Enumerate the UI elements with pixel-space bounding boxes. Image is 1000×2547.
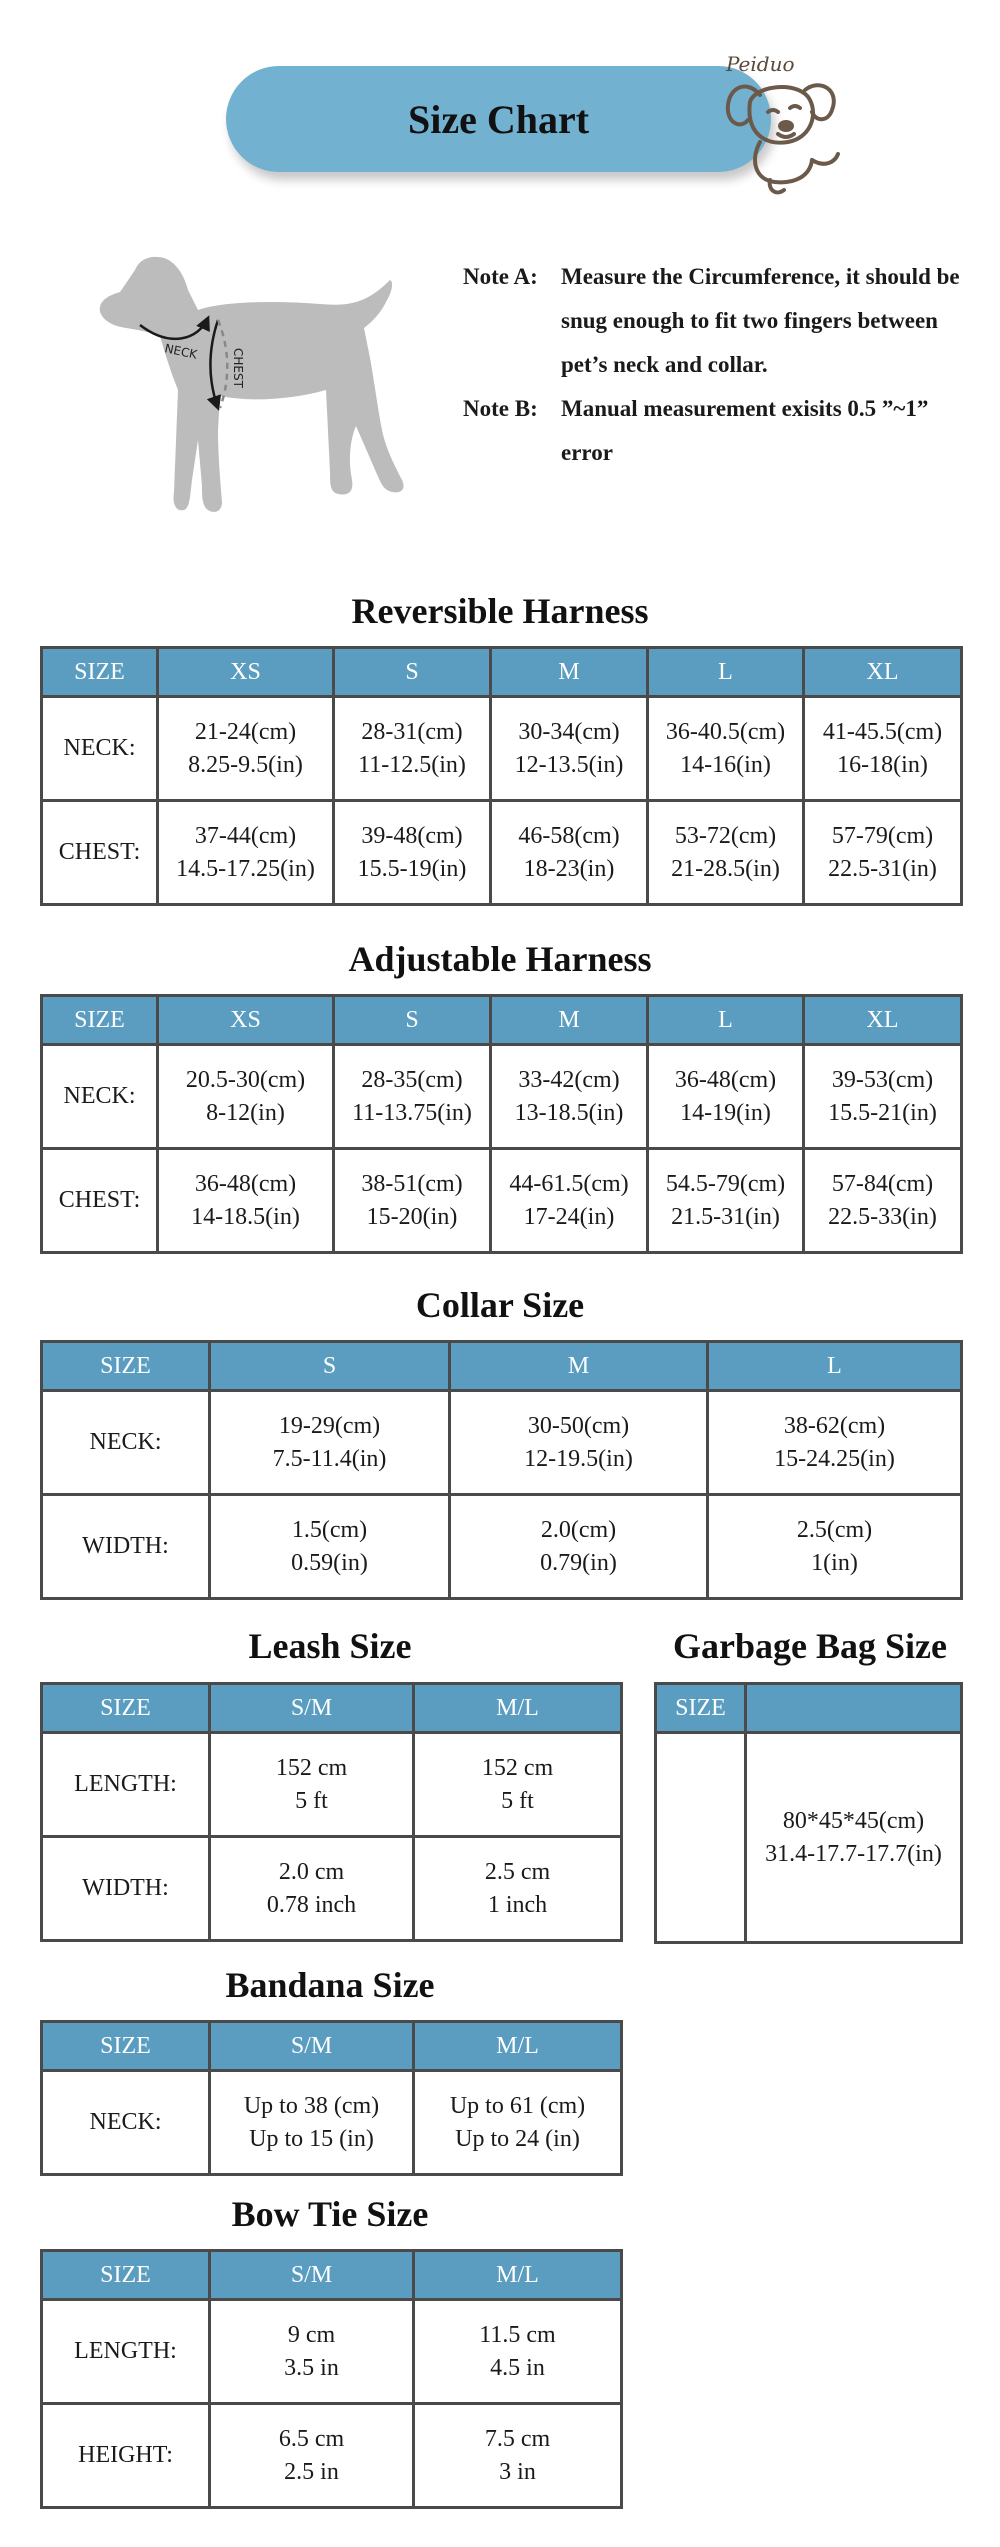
reversible-harness-title: Reversible Harness xyxy=(351,591,649,631)
table-cell: 44-61.5(cm) 17-24(in) xyxy=(491,1149,648,1253)
table-cell xyxy=(656,1733,746,1943)
header-cell: SIZE xyxy=(42,648,158,697)
brand-logo-text: Peiduo xyxy=(726,52,795,76)
header-cell: M/L xyxy=(414,2022,622,2071)
header-cell: SIZE xyxy=(656,1684,746,1733)
garbage-bag-size-title: Garbage Bag Size xyxy=(673,1626,947,1666)
header-cell: S xyxy=(210,1342,450,1391)
table-header-row xyxy=(42,1342,962,1391)
table-cell: 9 cm 3.5 in xyxy=(210,2300,414,2404)
row-label: CHEST: xyxy=(42,801,158,905)
table-row xyxy=(42,1045,962,1149)
header-cell: S xyxy=(334,996,491,1045)
table-header-row xyxy=(42,2251,622,2300)
row-label: WIDTH: xyxy=(42,1495,210,1599)
table-cell: 2.0(cm) 0.79(in) xyxy=(450,1495,708,1599)
chest-label: CHEST xyxy=(231,348,245,388)
table-cell: 36-48(cm) 14-18.5(in) xyxy=(158,1149,334,1253)
table-header-row xyxy=(42,648,962,697)
header-cell xyxy=(746,1684,962,1733)
header-cell: SIZE xyxy=(42,996,158,1045)
table-row xyxy=(42,2300,622,2404)
table-cell: 41-45.5(cm) 16-18(in) xyxy=(804,697,962,801)
header-cell: L xyxy=(708,1342,962,1391)
note-b-text: Manual measurement exisits 0.5 ”~1” error xyxy=(561,396,929,465)
note-a-label: Note A: xyxy=(463,264,538,289)
table-cell: 21-24(cm) 8.25-9.5(in) xyxy=(158,697,334,801)
row-label: NECK: xyxy=(42,1045,158,1149)
leash-size-table xyxy=(40,1682,623,1942)
table-header-row xyxy=(42,996,962,1045)
table-cell: 54.5-79(cm) 21.5-31(in) xyxy=(648,1149,804,1253)
dog-mascot-icon xyxy=(700,50,850,200)
page-title: Size Chart xyxy=(407,96,590,142)
note-b-label: Note B: xyxy=(463,396,538,421)
header-cell: L xyxy=(648,648,804,697)
header-cell: XS xyxy=(158,996,334,1045)
header-cell: XL xyxy=(804,648,962,697)
row-label: WIDTH: xyxy=(42,1837,210,1941)
table-cell: Up to 38 (cm) Up to 15 (in) xyxy=(210,2071,414,2175)
table-cell: 39-48(cm) 15.5-19(in) xyxy=(334,801,491,905)
row-label: HEIGHT: xyxy=(42,2404,210,2508)
header-cell: XL xyxy=(804,996,962,1045)
table-cell: 53-72(cm) 21-28.5(in) xyxy=(648,801,804,905)
table-cell: 33-42(cm) 13-18.5(in) xyxy=(491,1045,648,1149)
header-cell: SIZE xyxy=(42,1684,210,1733)
garbage-bag-size-table xyxy=(654,1682,963,1944)
table-cell: 57-84(cm) 22.5-33(in) xyxy=(804,1149,962,1253)
bandana-size-title: Bandana Size xyxy=(225,1965,435,2005)
table-cell: Up to 61 (cm) Up to 24 (in) xyxy=(414,2071,622,2175)
table-cell: 28-35(cm) 11-13.75(in) xyxy=(334,1045,491,1149)
header-cell: S xyxy=(334,648,491,697)
note-a xyxy=(463,255,963,387)
note-b xyxy=(463,387,963,475)
header-cell: M/L xyxy=(414,1684,622,1733)
adjustable-harness-title: Adjustable Harness xyxy=(348,939,652,979)
header-cell: L xyxy=(648,996,804,1045)
header-cell: XS xyxy=(158,648,334,697)
header-cell: M xyxy=(491,996,648,1045)
bow-tie-size-table xyxy=(40,2249,623,2509)
table-cell: 46-58(cm) 18-23(in) xyxy=(491,801,648,905)
table-cell: 6.5 cm 2.5 in xyxy=(210,2404,414,2508)
table-cell: 152 cm 5 ft xyxy=(414,1733,622,1837)
table-cell: 2.5 cm 1 inch xyxy=(414,1837,622,1941)
table-cell: 1.5(cm) 0.59(in) xyxy=(210,1495,450,1599)
row-label: LENGTH: xyxy=(42,2300,210,2404)
table-cell: 38-62(cm) 15-24.25(in) xyxy=(708,1391,962,1495)
leash-size-title: Leash Size xyxy=(248,1626,412,1666)
header-cell: S/M xyxy=(210,2022,414,2071)
table-cell: 2.0 cm 0.78 inch xyxy=(210,1837,414,1941)
table-cell: 28-31(cm) 11-12.5(in) xyxy=(334,697,491,801)
table-row xyxy=(42,2071,622,2175)
header-cell: SIZE xyxy=(42,2022,210,2071)
header-cell: M xyxy=(491,648,648,697)
table-row xyxy=(42,1149,962,1253)
row-label: NECK: xyxy=(42,697,158,801)
table-cell: 7.5 cm 3 in xyxy=(414,2404,622,2508)
row-label: LENGTH: xyxy=(42,1733,210,1837)
header-cell: M/L xyxy=(414,2251,622,2300)
table-cell: 57-79(cm) 22.5-31(in) xyxy=(804,801,962,905)
table-row xyxy=(656,1733,962,1943)
collar-size-title: Collar Size xyxy=(415,1285,585,1325)
header-cell: SIZE xyxy=(42,2251,210,2300)
neck-label: NECK xyxy=(163,341,199,362)
table-cell: 2.5(cm) 1(in) xyxy=(708,1495,962,1599)
header-cell: M xyxy=(450,1342,708,1391)
table-cell: 20.5-30(cm) 8-12(in) xyxy=(158,1045,334,1149)
measurement-notes xyxy=(463,255,963,475)
table-cell: 38-51(cm) 15-20(in) xyxy=(334,1149,491,1253)
reversible-harness-table xyxy=(40,646,963,906)
header-cell: S/M xyxy=(210,1684,414,1733)
adjustable-harness-table xyxy=(40,994,963,1254)
table-row xyxy=(42,697,962,801)
bow-tie-size-title: Bow Tie Size xyxy=(231,2194,429,2234)
collar-size-table xyxy=(40,1340,963,1600)
table-row xyxy=(42,1495,962,1599)
row-label: NECK: xyxy=(42,2071,210,2175)
table-row xyxy=(42,2404,622,2508)
row-label: CHEST: xyxy=(42,1149,158,1253)
table-header-row xyxy=(42,1684,622,1733)
table-cell: 36-48(cm) 14-19(in) xyxy=(648,1045,804,1149)
dog-measurement-diagram xyxy=(80,240,420,540)
row-label: NECK: xyxy=(42,1391,210,1495)
table-header-row xyxy=(656,1684,962,1733)
table-row xyxy=(42,1837,622,1941)
table-cell: 37-44(cm) 14.5-17.25(in) xyxy=(158,801,334,905)
header-cell: SIZE xyxy=(42,1342,210,1391)
note-a-text: Measure the Circumference, it should be snug enough to fit two fingers between pet’s neck and collar. xyxy=(561,264,960,377)
table-cell: 36-40.5(cm) 14-16(in) xyxy=(648,697,804,801)
header-cell: S/M xyxy=(210,2251,414,2300)
table-cell: 30-50(cm) 12-19.5(in) xyxy=(450,1391,708,1495)
table-header-row xyxy=(42,2022,622,2071)
table-cell: 11.5 cm 4.5 in xyxy=(414,2300,622,2404)
table-cell: 19-29(cm) 7.5-11.4(in) xyxy=(210,1391,450,1495)
bandana-size-table xyxy=(40,2020,623,2176)
table-cell: 30-34(cm) 12-13.5(in) xyxy=(491,697,648,801)
table-cell: 39-53(cm) 15.5-21(in) xyxy=(804,1045,962,1149)
table-row xyxy=(42,801,962,905)
table-row xyxy=(42,1391,962,1495)
table-cell: 80*45*45(cm) 31.4-17.7-17.7(in) xyxy=(746,1733,962,1943)
table-cell: 152 cm 5 ft xyxy=(210,1733,414,1837)
table-row xyxy=(42,1733,622,1837)
